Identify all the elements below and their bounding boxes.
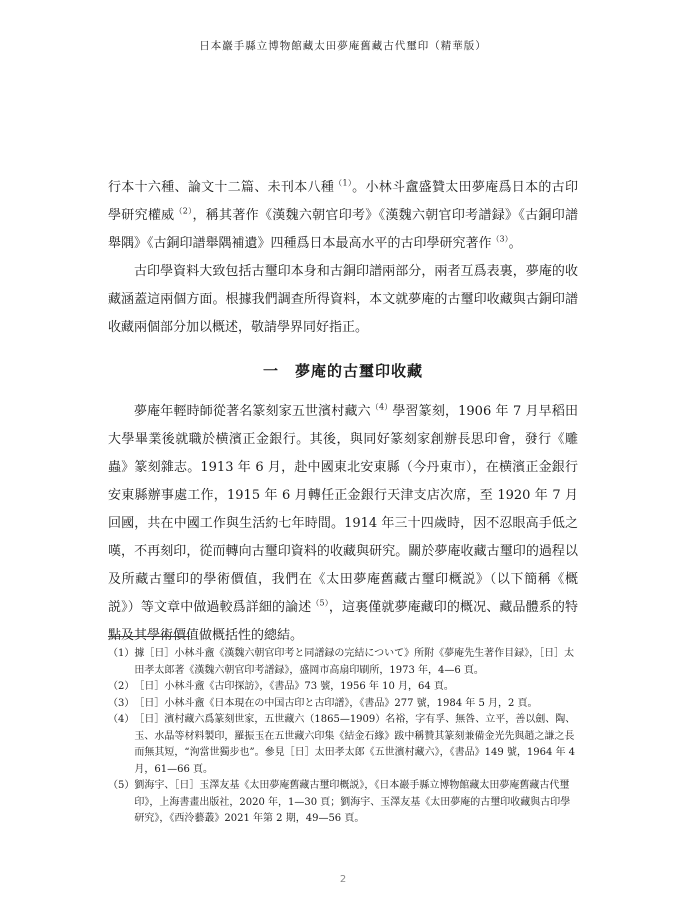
running-header: 日本巖手縣立博物館藏太田夢庵舊藏古代璽印（精華版） (199, 40, 487, 52)
footnote-3: （3） ［日］小林斗盦《日本現在の中国古印と古印譜》，《書品》277 號，1984 年 5 月，2 頁。 (108, 697, 538, 709)
section-heading: 一 夢庵的古璽印收藏 (262, 362, 423, 380)
footnote-2: （2） ［日］小林斗盦《古印探訪》，《書品》73 號，1956 年 10 月，64 頁。 (108, 681, 454, 692)
footnote-ref-5[interactable]: （5） (311, 598, 329, 608)
footnote-ref-3[interactable]: （3） (491, 234, 509, 244)
footnote-divider (108, 636, 190, 637)
page-number: 2 (339, 874, 347, 885)
intro-text (108, 174, 578, 342)
footnote-ref-1[interactable]: （1） (334, 178, 353, 188)
footnote-4: （4） ［日］濱村藏六爲篆刻世家，五世藏六（1865—1909）名裕，字有孚、無咎、立平，善以劍、陶、玉、水晶等材料製印，羅振玉在五世藏六印集《結金石緣》跋中稱贊其篆刻兼備金光先與趙之謙之長而無其短，“洵當世獨步也”。參見［日］太田孝太郎《五世濱村藏六》，《書品》149 號，1964 年 4 月，61—66 頁。 (108, 714, 576, 775)
footnote-5: （5） 劉海宇、［日］玉澤友基《太田夢庵舊藏古璽印概説》，《日本巖手縣立博物館藏太田夢庵舊藏古代璽印》，上海書畫出版社，2020 年，1—30 頁；劉海宇、玉澤友基《太田夢庵的古璽印收藏與古印學研究》，《西泠藝叢》2021 年第 2 期，49—56 頁。 (108, 780, 571, 824)
footnote-ref-4[interactable]: （4） (370, 402, 393, 412)
intro-paragraph-2: 古印學資料大致包括古璽印本身和古銅印譜兩部分，兩者互爲表裏，夢庵的收藏涵蓋這兩個方面。根據我們調查所得資料，本文就夢庵的古璽印收藏與古銅印譜收藏兩個部分加以概述，敬請學界同好指正。 (108, 264, 578, 335)
section-paragraph-1: 夢庵年輕時師從著名篆刻家五世濱村藏六$^{(4)}$學習篆刻，1906 年 7 月早稻田大學畢業後就職於横濱正金銀行。其後，與同好篆刻家創辦長思印會，發行《雕蟲》篆刻雜志。1913 年 6 月，赴中國東北安東縣（今丹東市），在横濱正金銀行安東縣辦事處工作，1915 年 6 月轉任正金銀行天津支店次席，至 1920 年 7 月回國，共在中國工作與生活約七年時間。1914 年三十四歲時，因不忍眼高手低之嘆，不再刻印，從而轉向古璽印資料的收藏與研究。關於夢庵收藏古璽印的過程以及所藏古璽印的學術價值，我們在《太田夢庵舊藏古璽印概説》（以下簡稱《概説》）等文章中做過較爲詳細的論述$^{(5)}$，這裏僅就夢庵藏印的概况、藏品體系的特點及其學術價值做概括性的總結。 (108, 402, 578, 643)
footnote-ref-2[interactable]: （2） (174, 206, 193, 216)
section-text (108, 398, 578, 650)
footnotes (108, 646, 580, 828)
footnote-1: （1） 據［日］小林斗盦《漢魏六朝官印考と同譜録の完結について》所附《夢庵先生著作目録》，［日］太田孝太郎著《漢魏六朝官印考譜録》，盛岡市高扇印刷所，1973 年，4—6 頁。 (108, 648, 575, 676)
intro-paragraph-1: 行本十六種、論文十二篇、未刊本八種$^{(1)}$。小林斗盦盛贊太田夢庵爲日本的古印學研究權威$^{(2)}$，稱其著作《漢魏六朝官印考》《漢魏六朝官印考譜録》《古銅印譜舉隅》《古銅印譜舉隅補遺》四種爲日本最高水平的古印學研究著作$^{(3)}$。 (108, 178, 578, 251)
